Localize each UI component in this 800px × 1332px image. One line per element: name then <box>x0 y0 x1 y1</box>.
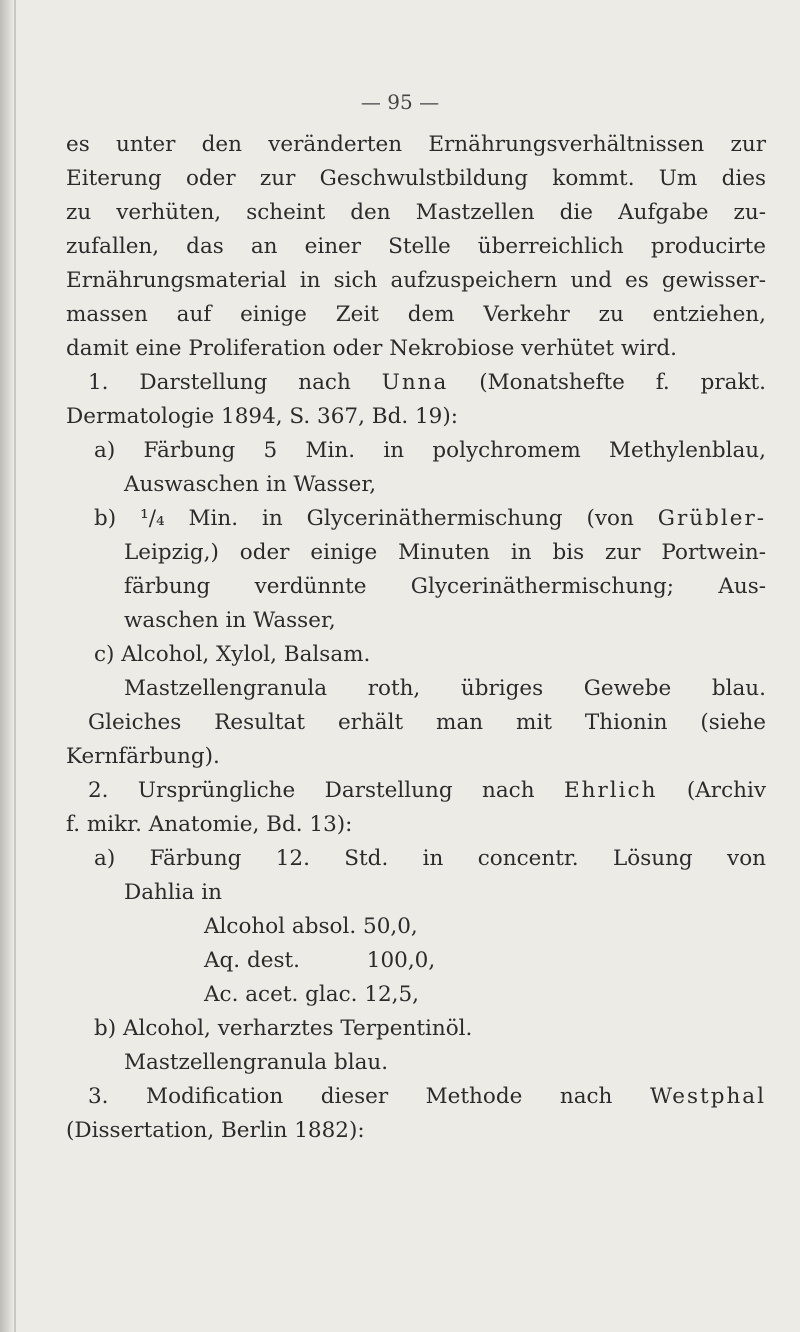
author-name: Ehrlich <box>563 778 658 803</box>
text-line: zufallen, das an einer Stelle überreichlich producirte <box>66 234 766 259</box>
text-line: waschen in Wasser, <box>124 608 336 633</box>
recipe-line: Alcohol absol. 50,0, <box>204 914 418 939</box>
author-name: Unna <box>381 370 449 395</box>
text-line: färbung verdünnte Glycerinäthermischung; Aus- <box>124 574 766 599</box>
text-line: massen auf einige Zeit dem Verkehr zu entziehen, <box>66 302 766 327</box>
text-line: Dermatologie 1894, S. 367, Bd. 19): <box>66 404 458 429</box>
page-number: — 95 — <box>360 90 440 114</box>
text-line: Dahlia in <box>124 880 223 905</box>
step-b: b) Alcohol, verharztes Terpentinöl. <box>94 1016 473 1041</box>
section-heading-3: 3. Modification dieser Methode nach Westphal <box>88 1084 766 1109</box>
document-body <box>66 128 766 1148</box>
text-line: f. mikr. Anatomie, Bd. 13): <box>66 812 353 837</box>
step-a: a) Färbung 5 Min. in polychromem Methylenblau, <box>94 438 766 463</box>
text-line: zu verhüten, scheint den Mastzellen die Aufgabe zu- <box>66 200 766 225</box>
text-line: Leipzig,) oder einige Minuten in bis zur Portwein- <box>124 540 766 565</box>
text-line: Gleiches Resultat erhält man mit Thionin (siehe <box>88 710 766 735</box>
text-line: damit eine Proliferation oder Nekrobiose verhütet wird. <box>66 336 678 361</box>
author-name: Westphal <box>649 1084 766 1109</box>
step-c: c) Alcohol, Xylol, Balsam. <box>94 642 371 667</box>
step-b: b) ¹/₄ Min. in Glycerinäthermischung (von Grübler- <box>94 506 766 531</box>
step-a: a) Färbung 12. Std. in concentr. Lösung von <box>94 846 766 871</box>
text-line: Ernährungsmaterial in sich aufzuspeichern und es gewisser- <box>66 268 766 293</box>
text-line: Kernfärbung). <box>66 744 220 769</box>
page-left-edge <box>0 0 14 1332</box>
text-line: Mastzellengranula blau. <box>124 1050 389 1075</box>
recipe-line: Ac. acet. glac. 12,5, <box>204 982 420 1007</box>
section-heading-2: 2. Ursprüngliche Darstellung nach Ehrlich (Archiv <box>88 778 766 803</box>
page-gutter-line <box>14 0 16 1332</box>
text-line: Auswaschen in Wasser, <box>124 472 377 497</box>
text-line: (Dissertation, Berlin 1882): <box>66 1118 365 1143</box>
section-heading-1: 1. Darstellung nach Unna (Monatshefte f. prakt. <box>88 370 766 395</box>
recipe-line: Aq. dest. 100,0, <box>204 948 436 973</box>
text-line: Eiterung oder zur Geschwulstbildung kommt. Um dies <box>66 166 766 191</box>
text-line: es unter den veränderten Ernährungsverhältnissen zur <box>66 132 766 157</box>
author-name: Grübler- <box>657 506 766 531</box>
text-line: Mastzellengranula roth, übriges Gewebe blau. <box>124 676 766 701</box>
